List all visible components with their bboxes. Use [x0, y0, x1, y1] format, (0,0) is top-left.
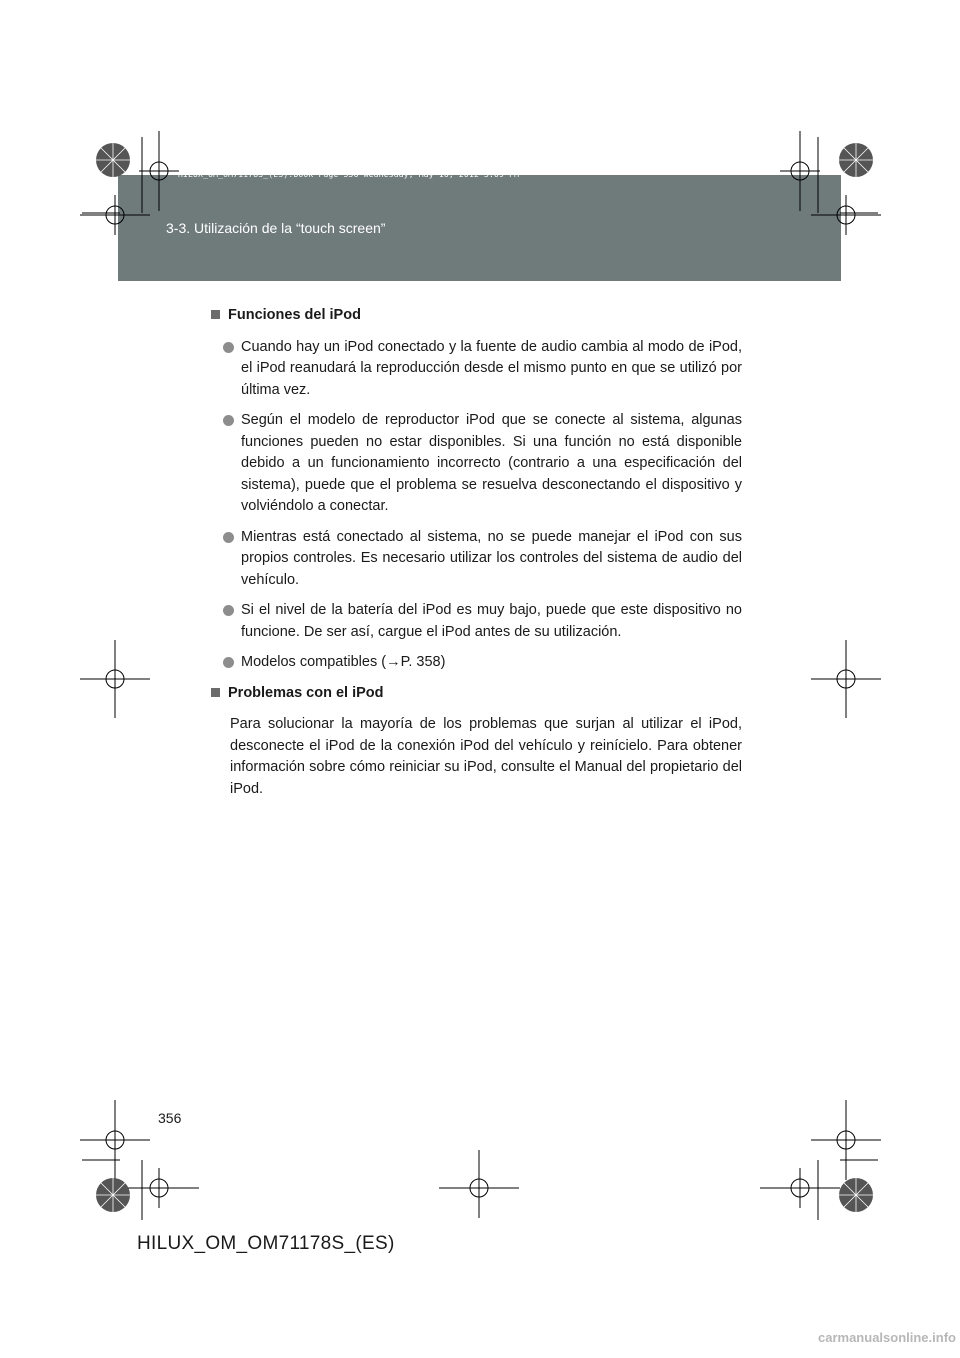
list-item: Modelos compatibles (→P. 358): [211, 652, 742, 674]
list-item: Mientras está conectado al sistema, no se puede manejar el iPod con sus propios controles. Es necesario utilizar los controles del sistema de audio del vehículo.: [211, 527, 742, 592]
book-info-line: HILUX_OM_OM71178S_(ES).book Page 356 Wednesday, May 16, 2012 3:09 PM: [178, 170, 520, 179]
section-title: 3-3. Utilización de la “touch screen”: [166, 220, 386, 236]
troubleshooting-paragraph: Para solucionar la mayoría de los problemas que surjan al utilizar el iPod, desconecte el iPod de la conexión iPod del vehículo y reinícielo. Para obtener información sobre cómo reiniciar su iPod, consulte el Manual del propietario del iPod.: [230, 716, 742, 797]
circle-bullet-icon: [223, 605, 234, 616]
circle-bullet-icon: [223, 415, 234, 426]
main-content: [211, 305, 742, 800]
page-number: 356: [158, 1110, 182, 1126]
heading-ipod-functions: Funciones del iPod: [211, 305, 742, 327]
list-item: Según el modelo de reproductor iPod que se conecte al sistema, algunas funciones pueden no estar disponibles. Si una función no está disponible debido a un funcionamiento incorrecto (contrario a una especificación del sistema), puede que el problema se resuelva desconectando el dispositivo y volviéndolo a conectar.: [211, 410, 742, 518]
circle-bullet-icon: [223, 657, 234, 668]
square-bullet-icon: [211, 688, 220, 697]
watermark: carmanualsonline.info: [818, 1330, 956, 1345]
list-item: Si el nivel de la batería del iPod es muy bajo, puede que este dispositivo no funcione. De ser así, cargue el iPod antes de su utilización.: [211, 600, 742, 643]
circle-bullet-icon: [223, 342, 234, 353]
list-item: Cuando hay un iPod conectado y la fuente de audio cambia al modo de iPod, el iPod reanudará la reproducción desde el mismo punto en que se utilizó por última vez.: [211, 337, 742, 402]
square-bullet-icon: [211, 310, 220, 319]
circle-bullet-icon: [223, 532, 234, 543]
heading-ipod-problems: Problemas con el iPod: [211, 683, 742, 705]
document-code: HILUX_OM_OM71178S_(ES): [137, 1233, 395, 1254]
